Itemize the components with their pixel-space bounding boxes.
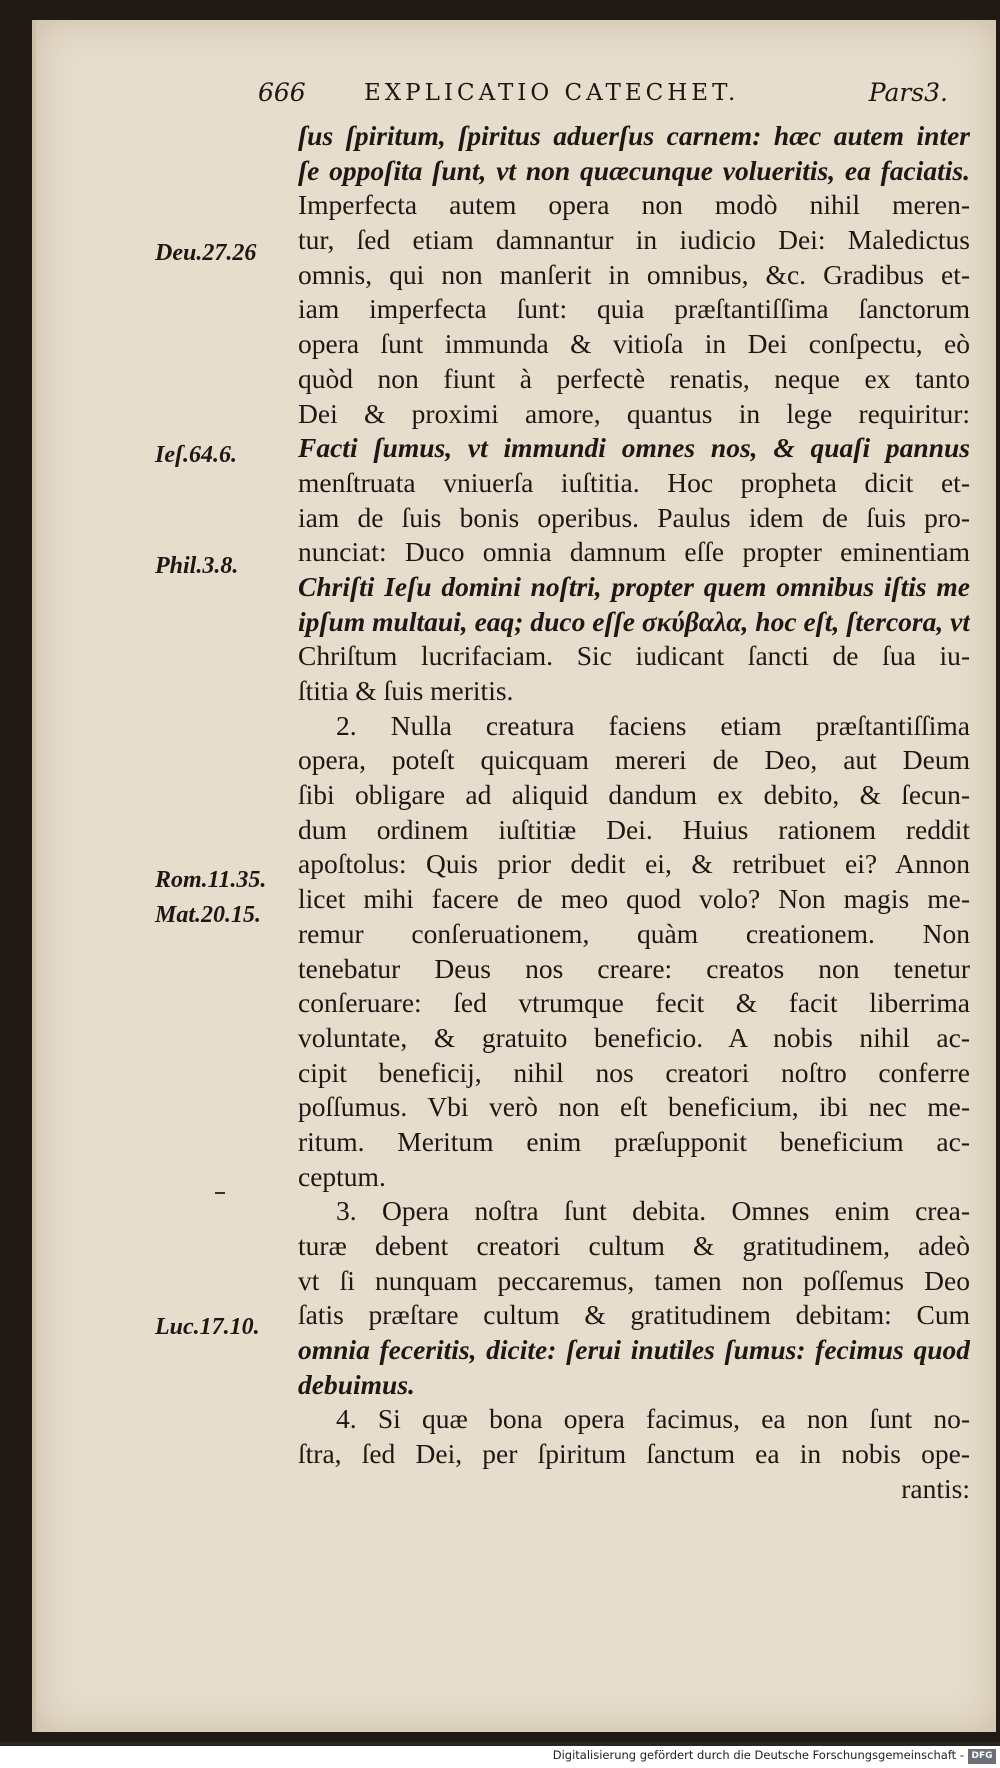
page-number: 666 <box>258 78 306 107</box>
text-line: ſatis præſtare cultum & gratitudinem debitam: Cum <box>298 1299 970 1331</box>
margin-note: Deu.27.26 <box>155 240 257 266</box>
text-line: 3. Opera noſtra ſunt debita. Omnes enim crea- <box>336 1195 970 1227</box>
text-line: ſus ſpiritum, ſpiritus aduerſus carnem: hæc autem inter <box>298 120 970 151</box>
text-line: Facti ſumus, vt immundi omnes nos, & quaſi pannus <box>298 432 970 464</box>
text-line: ſibi obligare ad aliquid dandum ex debito, & ſecun- <box>298 779 970 811</box>
part-label: Pars3. <box>868 78 948 107</box>
margin-mark <box>215 1192 225 1194</box>
text-line: 2. Nulla creatura faciens etiam præſtantiſſima <box>336 709 970 741</box>
text-line: opera ſunt immunda & vitioſa in Dei conſpectu, eò <box>298 328 970 360</box>
text-line: nunciat: Duco omnia damnum eſſe propter eminentiam <box>298 536 970 568</box>
text-line: ceptum. <box>298 1160 386 1192</box>
margin-note: Ieſ.64.6. <box>155 442 237 468</box>
text-line: voluntate, & gratuito beneficio. A nobis nihil ac- <box>298 1021 970 1053</box>
text-line: Chriſtum lucrifaciam. Sic iudicant ſancti de ſua iu- <box>298 640 970 672</box>
text-line: ritum. Meritum enim præſupponit beneficium ac- <box>298 1125 970 1157</box>
body-text <box>298 119 970 1507</box>
text-line: vt ſi nunquam peccaremus, tamen non poſſemus Deo <box>298 1264 970 1296</box>
text-line: menſtruata vniuerſa iuſtitia. Hoc propheta dicit et- <box>298 466 970 498</box>
text-line: 4. Si quæ bona opera facimus, ea non ſunt no- <box>336 1403 970 1435</box>
text-line: omnis, qui non manſerit in omnibus, &c. Gradibus et- <box>298 258 970 290</box>
text-line: ſe oppoſita ſunt, vt non quæcunque volueritis, ea faciatis. <box>298 154 970 186</box>
dfg-logo: DFG <box>968 1749 996 1764</box>
text-line: tenebatur Deus nos creare: creatos non tenetur <box>298 952 970 984</box>
text-line: iam imperfecta ſunt: quia præſtantiſſima ſanctorum <box>298 293 970 325</box>
text-line: Chriſti Ieſu domini noſtri, propter quem omnibus iſtis me <box>298 570 970 602</box>
text-line: ipſum multaui, eaq; duco eſſe σκύβαλα, hoc eſt, ſtercora, vt <box>298 605 970 637</box>
text-line: apoſtolus: Quis prior dedit ei, & retribuet ei? Annon <box>298 848 970 880</box>
margin-note: Mat.20.15. <box>155 902 262 928</box>
margin-note: Phil.3.8. <box>155 553 239 579</box>
text-line: debuimus. <box>298 1368 415 1400</box>
text-line: Dei & proximi amore, quantus in lege requiritur: <box>298 397 970 429</box>
funding-credit: Digitalisierung gefördert durch die Deutsche Forschungsgemeinschaft - <box>552 1748 964 1762</box>
text-line: licet mihi facere de meo quod volo? Non magis me- <box>298 883 970 915</box>
text-line: dum ordinem iuſtitiæ Dei. Huius rationem reddit <box>298 813 970 845</box>
text-line: omnia feceritis, dicite: ſerui inutiles ſumus: fecimus quod <box>298 1334 970 1366</box>
text-line: turæ debent creatori cultum & gratitudinem, adeò <box>298 1230 970 1261</box>
text-line: poſſumus. Vbi verò non eſt beneficium, ibi nec me- <box>298 1091 970 1123</box>
text-line: conſeruare: ſed vtrumque fecit & facit liberrima <box>298 987 970 1019</box>
text-line: tur, ſed etiam damnantur in iudicio Dei: Maledictus <box>298 224 970 256</box>
text-line: quòd non fiunt à perfectè renatis, neque ex tanto <box>298 362 970 394</box>
text-line: opera, poteſt quicquam mereri de Deo, aut Deum <box>298 744 970 776</box>
margin-note: Rom.11.35. <box>155 867 267 893</box>
text-line: ſtitia & ſuis meritis. <box>298 675 514 706</box>
text-line: cipit beneficij, nihil nos creatori noſtro conferre <box>298 1056 970 1088</box>
running-head <box>258 78 948 114</box>
footer-bar <box>0 1746 1000 1768</box>
text-line: ſtra, ſed Dei, per ſpiritum ſanctum ea in nobis ope- <box>298 1438 970 1470</box>
catchword: rantis: <box>901 1472 970 1504</box>
running-title: EXPLICATIO CATECHET. <box>364 80 740 106</box>
text-line: iam de ſuis bonis operibus. Paulus idem de ſuis pro- <box>298 501 970 533</box>
text-line: remur conſeruationem, quàm creationem. Non <box>298 917 970 949</box>
text-line: Imperfecta autem opera non modò nihil meren- <box>298 189 970 221</box>
margin-note: Luc.17.10. <box>155 1314 260 1340</box>
